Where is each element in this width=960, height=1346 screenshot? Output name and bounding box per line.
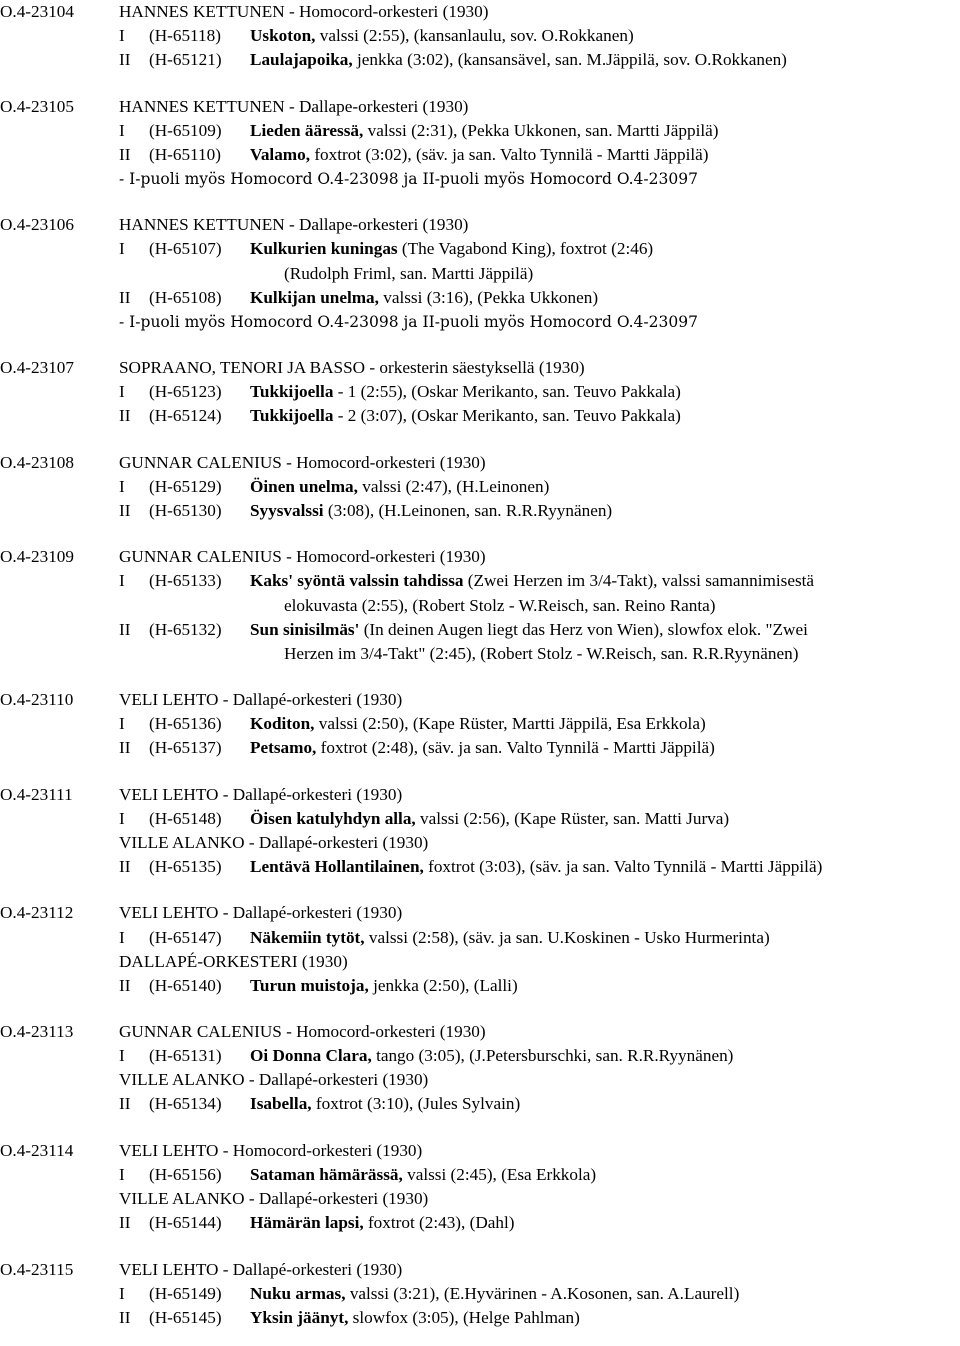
track-line: [119, 286, 598, 310]
reissue-note: - I-puoli myös Homocord O.4-23098 ja II-puoli myös Homocord O.4-23097: [119, 312, 698, 331]
track-line: [119, 48, 787, 72]
track-title: Yksin jäänyt,: [250, 1307, 349, 1327]
matrix-number: (H-65136): [149, 714, 222, 734]
artist-header: VILLE ALANKO - Dallapé-orkesteri (1930): [119, 1070, 429, 1090]
matrix-number: (H-65156): [149, 1164, 222, 1184]
track-details: foxtrot (2:48), (säv. ja san. Valto Tynnilä - Martti Jäppilä): [316, 738, 715, 758]
artist-header: VILLE ALANKO - Dallapé-orkesteri (1930): [119, 832, 429, 852]
track-line: [119, 499, 612, 523]
side-label: II: [119, 500, 131, 520]
track-details: foxtrot (3:10), (Jules Sylvain): [311, 1094, 521, 1114]
matrix-number: (H-65133): [149, 571, 222, 591]
side-label: I: [119, 1283, 125, 1303]
matrix-number: (H-65144): [149, 1213, 222, 1233]
track-details: - 1 (2:55), (Oskar Merikanto, san. Teuvo Pakkala): [333, 382, 681, 402]
side-label: I: [119, 239, 125, 259]
track-details: valssi (3:21), (E.Hyvärinen - A.Kosonen, san. A.Laurell): [345, 1283, 740, 1303]
catalog-number: O.4-23111: [0, 784, 73, 804]
track-line: [119, 237, 653, 261]
track-title: Öinen unelma,: [250, 476, 358, 496]
matrix-number: (H-65132): [149, 619, 222, 639]
track-title: Isabella,: [250, 1094, 312, 1114]
track-line: [119, 1163, 596, 1187]
artist-header: VELI LEHTO - Dallapé-orkesteri (1930): [119, 784, 403, 804]
track-title: Nuku armas,: [250, 1283, 346, 1303]
matrix-number: (H-65107): [149, 239, 222, 259]
artist-header: SOPRAANO, TENORI JA BASSO - orkesterin säestyksellä (1930): [119, 358, 585, 378]
matrix-number: (H-65109): [149, 120, 222, 140]
side-label: II: [119, 50, 131, 70]
catalog-number: O.4-23112: [0, 903, 74, 923]
track-title: Petsamo,: [250, 738, 317, 758]
track-details-continued: Herzen im 3/4-Takt" (2:45), (Robert Stolz - W.Reisch, san. R.R.Ryynänen): [284, 643, 799, 663]
matrix-number: (H-65110): [149, 144, 221, 164]
matrix-number: (H-65129): [149, 476, 222, 496]
track-line: [119, 736, 715, 760]
track-line: [119, 712, 706, 736]
track-line: [119, 24, 634, 48]
track-title: Kulkijan unelma,: [250, 287, 379, 307]
side-label: I: [119, 927, 125, 947]
track-title: Lieden ääressä,: [250, 120, 364, 140]
track-details: foxtrot (3:03), (säv. ja san. Valto Tynnilä - Martti Jäppilä): [423, 857, 823, 876]
track-details: slowfox (3:05), (Helge Pahlman): [348, 1307, 580, 1327]
matrix-number: (H-65131): [149, 1046, 222, 1066]
track-details: valssi (2:56), (Kape Rüster, san. Matti Jurva): [415, 808, 730, 828]
track-title: Näkemiin tytöt,: [250, 927, 365, 947]
catalog-number: O.4-23109: [0, 547, 74, 567]
reissue-note: - I-puoli myös Homocord O.4-23098 ja II-puoli myös Homocord O.4-23097: [119, 169, 698, 188]
track-title: Sataman hämärässä,: [250, 1164, 403, 1184]
catalog-number: O.4-23104: [0, 2, 74, 21]
artist-header: VELI LEHTO - Dallapé-orkesteri (1930): [119, 903, 403, 923]
side-label: II: [119, 857, 131, 876]
track-details: valssi (2:47), (H.Leinonen): [357, 476, 550, 496]
track-line: [119, 855, 822, 879]
track-details: valssi (3:16), (Pekka Ukkonen): [378, 287, 599, 307]
side-label: I: [119, 1046, 125, 1066]
artist-header: VELI LEHTO - Dallapé-orkesteri (1930): [119, 690, 403, 710]
artist-header: GUNNAR CALENIUS - Homocord-orkesteri (1930): [119, 1022, 486, 1042]
side-label: II: [119, 1094, 131, 1114]
track-line: [119, 475, 549, 499]
matrix-number: (H-65148): [149, 808, 222, 828]
track-line: [119, 807, 729, 831]
side-label: I: [119, 382, 125, 402]
matrix-number: (H-65147): [149, 927, 222, 947]
matrix-number: (H-65118): [149, 26, 221, 46]
track-title: Valamo,: [250, 144, 311, 164]
track-details: tango (3:05), (J.Petersburschki, san. R.R.Ryynänen): [371, 1046, 734, 1066]
track-line: [119, 926, 770, 950]
catalog-number: O.4-23110: [0, 690, 74, 710]
track-details: (In deinen Augen liegt das Herz von Wien), slowfox elok. "Zwei: [359, 619, 808, 639]
artist-header: GUNNAR CALENIUS - Homocord-orkesteri (1930): [119, 547, 486, 567]
track-details: valssi (2:31), (Pekka Ukkonen, san. Martti Jäppilä): [363, 120, 719, 140]
catalog-number: O.4-23105: [0, 96, 74, 116]
side-label: II: [119, 406, 131, 426]
track-details: valssi (2:58), (säv. ja san. U.Koskinen - Usko Hurmerinta): [364, 927, 770, 947]
track-title: Hämärän lapsi,: [250, 1213, 364, 1233]
track-title: Uskoton,: [250, 26, 316, 46]
track-details: valssi (2:50), (Kape Rüster, Martti Jäppilä, Esa Erkkola): [314, 714, 706, 734]
side-label: I: [119, 1164, 125, 1184]
track-details: foxtrot (3:02), (säv. ja san. Valto Tynnilä - Martti Jäppilä): [310, 144, 709, 164]
track-title: Tukkijoella: [250, 382, 334, 402]
track-title: Syysvalssi: [250, 500, 324, 520]
track-details: valssi (2:55), (kansanlaulu, sov. O.Rokkanen): [315, 26, 634, 46]
track-title: Laulajapoika,: [250, 50, 353, 70]
matrix-number: (H-65108): [149, 287, 222, 307]
track-title: Tukkijoella: [250, 406, 334, 426]
track-title: Kaks' syöntä valssin tahdissa: [250, 571, 464, 591]
track-details: - 2 (3:07), (Oskar Merikanto, san. Teuvo Pakkala): [333, 406, 681, 426]
side-label: I: [119, 571, 125, 591]
side-label: II: [119, 1213, 131, 1233]
track-details: (The Vagabond King), foxtrot (2:46): [397, 239, 654, 259]
track-line: [119, 974, 518, 998]
artist-header: GUNNAR CALENIUS - Homocord-orkesteri (1930): [119, 452, 486, 472]
track-details: (3:08), (H.Leinonen, san. R.R.Ryynänen): [323, 500, 613, 520]
track-title: Koditon,: [250, 714, 315, 734]
side-label: II: [119, 975, 131, 995]
matrix-number: (H-65123): [149, 382, 222, 402]
track-line: [119, 618, 808, 642]
track-title: Öisen katulyhdyn alla,: [250, 808, 416, 828]
artist-header: HANNES KETTUNEN - Dallape-orkesteri (1930): [119, 96, 469, 116]
artist-header: VILLE ALANKO - Dallapé-orkesteri (1930): [119, 1189, 429, 1208]
side-label: II: [119, 619, 131, 639]
artist-header: DALLAPÉ-ORKESTERI (1930): [119, 951, 348, 971]
track-line: [119, 1044, 733, 1068]
track-line: [119, 569, 814, 593]
artist-header: HANNES KETTUNEN - Homocord-orkesteri (1930): [119, 2, 489, 21]
side-label: II: [119, 1307, 131, 1327]
matrix-number: (H-65135): [149, 857, 222, 876]
side-label: I: [119, 714, 125, 734]
catalog-number: O.4-23115: [0, 1259, 74, 1279]
track-details: (Zwei Herzen im 3/4-Takt), valssi samannimisestä: [463, 571, 815, 591]
matrix-number: (H-65149): [149, 1283, 222, 1303]
artist-header: VELI LEHTO - Dallapé-orkesteri (1930): [119, 1259, 403, 1279]
artist-header: VELI LEHTO - Homocord-orkesteri (1930): [119, 1140, 423, 1160]
track-line: [119, 119, 718, 143]
matrix-number: (H-65140): [149, 975, 222, 995]
matrix-number: (H-65130): [149, 500, 222, 520]
catalog-number: O.4-23107: [0, 358, 74, 378]
side-label: I: [119, 120, 125, 140]
track-title: Lentävä Hollantilainen,: [250, 857, 424, 876]
track-line: [119, 143, 709, 167]
track-title: Turun muistoja,: [250, 975, 369, 995]
track-title: Kulkurien kuningas: [250, 239, 398, 259]
track-details-continued: (Rudolph Friml, san. Martti Jäppilä): [284, 263, 534, 283]
track-details: valssi (2:45), (Esa Erkkola): [402, 1164, 597, 1184]
track-title: Oi Donna Clara,: [250, 1046, 372, 1066]
track-details: foxtrot (2:43), (Dahl): [363, 1213, 515, 1233]
matrix-number: (H-65137): [149, 738, 222, 758]
track-line: [119, 380, 681, 404]
matrix-number: (H-65145): [149, 1307, 222, 1327]
side-label: II: [119, 738, 131, 758]
track-line: [119, 1092, 520, 1116]
side-label: I: [119, 476, 125, 496]
track-details: jenkka (3:02), (kansansävel, san. M.Jäppilä, sov. O.Rokkanen): [352, 50, 787, 70]
matrix-number: (H-65124): [149, 406, 222, 426]
catalog-number: O.4-23113: [0, 1022, 74, 1042]
side-label: II: [119, 287, 131, 307]
matrix-number: (H-65134): [149, 1094, 222, 1114]
catalog-number: O.4-23114: [0, 1140, 74, 1160]
track-line: [119, 1306, 580, 1330]
track-line: [119, 404, 681, 428]
track-line: [119, 1282, 739, 1306]
track-title: Sun sinisilmäs': [250, 619, 360, 639]
catalog-number: O.4-23108: [0, 452, 74, 472]
track-details: jenkka (2:50), (Lalli): [368, 975, 518, 995]
track-line: [119, 1211, 514, 1235]
side-label: I: [119, 26, 125, 46]
matrix-number: (H-65121): [149, 50, 222, 70]
side-label: II: [119, 144, 131, 164]
artist-header: HANNES KETTUNEN - Dallape-orkesteri (1930): [119, 215, 469, 235]
track-details-continued: elokuvasta (2:55), (Robert Stolz - W.Reisch, san. Reino Ranta): [284, 595, 716, 615]
side-label: I: [119, 808, 125, 828]
catalog-number: O.4-23106: [0, 215, 74, 235]
